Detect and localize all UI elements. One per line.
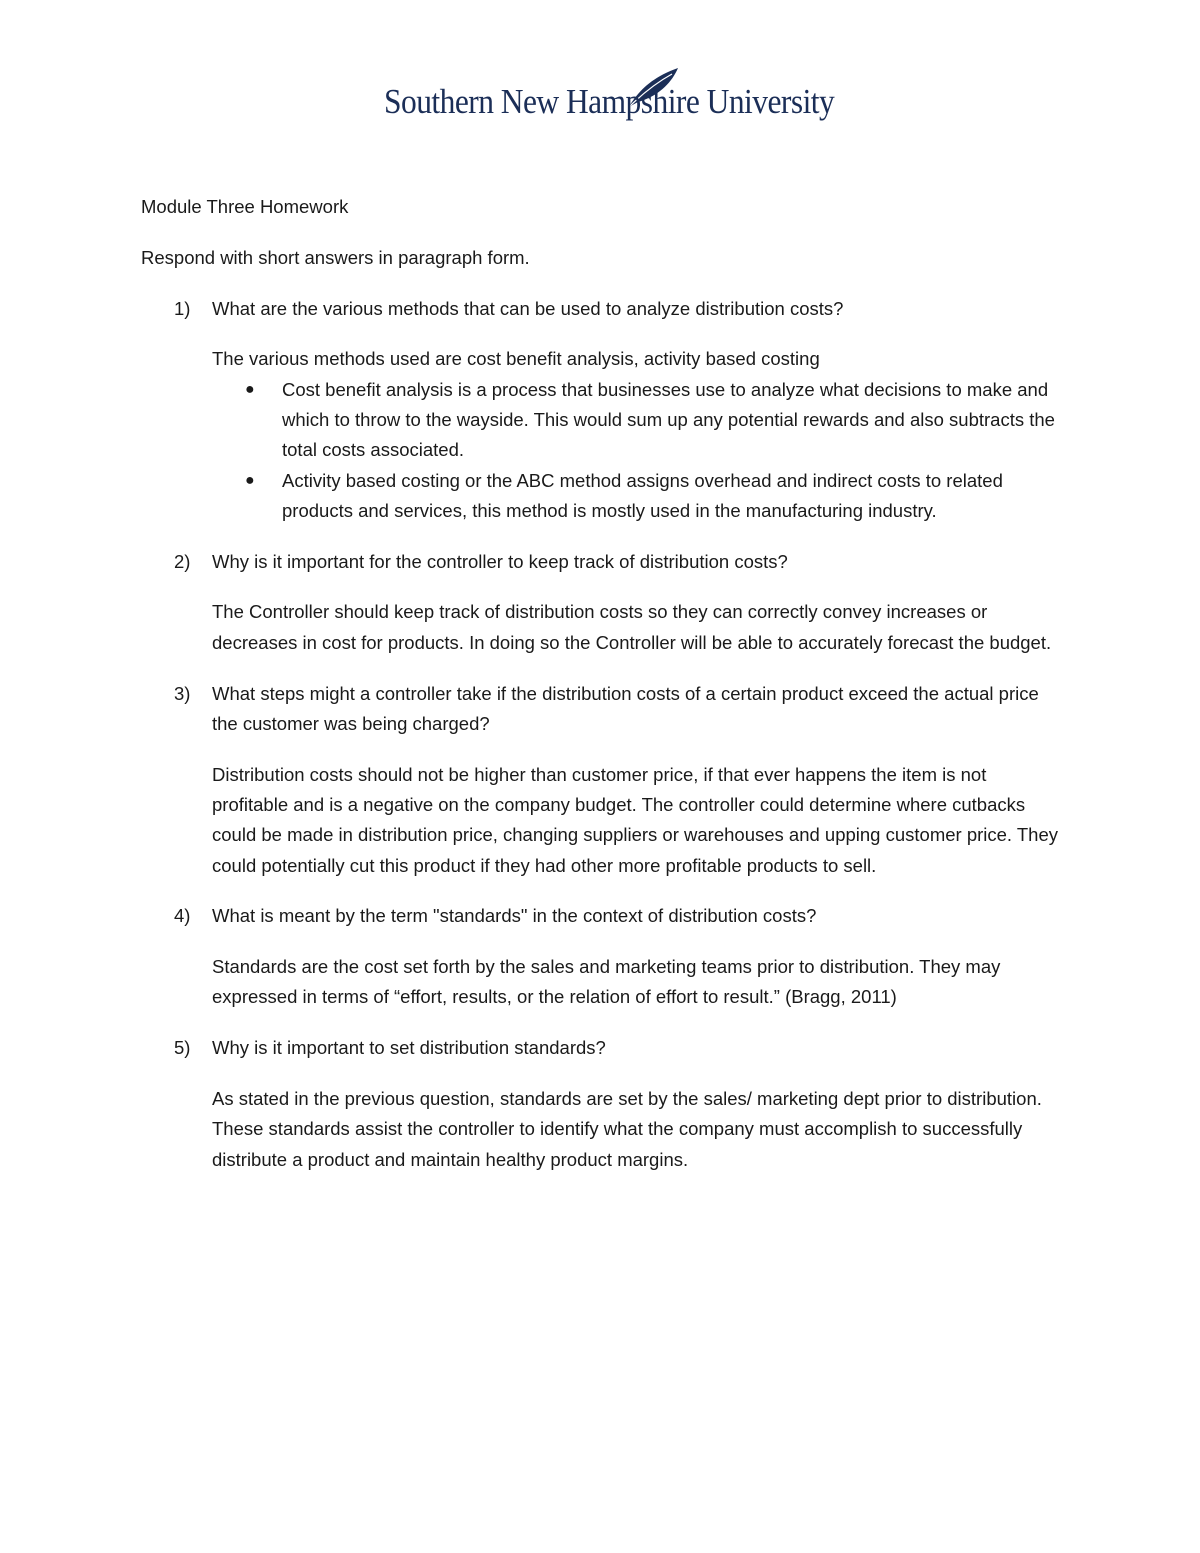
list-item bbox=[245, 466, 1061, 527]
bullet-icon: ● bbox=[245, 471, 255, 489]
question-2 bbox=[141, 547, 1061, 577]
question-text: Why is it important to set distribution standards? bbox=[212, 1037, 606, 1059]
logo-wordmark: Southern New Hampshire University bbox=[384, 82, 835, 121]
question-text: What are the various methods that can be used to analyze distribution costs? bbox=[212, 297, 844, 319]
question-number: 1) bbox=[174, 297, 191, 319]
answer-3: Distribution costs should not be higher than customer price, if that ever happens the item is not profitable and is a negative on the company budget. The controller could determine where cutbacks could be made in distribution price, changing suppliers or warehouses and upping customer price. They could potentially cut this product if they had other more profitable products to sell. bbox=[212, 763, 1059, 876]
question-3 bbox=[141, 679, 1061, 740]
bullet-text: Activity based costing or the ABC method assigns overhead and indirect costs to related products and services, this method is mostly used in the manufacturing industry. bbox=[282, 469, 1003, 521]
question-text: What steps might a controller take if the distribution costs of a certain product exceed the actual price the customer was being charged? bbox=[212, 682, 1039, 734]
question-number: 2) bbox=[174, 550, 191, 572]
question-number: 4) bbox=[174, 905, 191, 927]
university-logo bbox=[384, 66, 835, 138]
bullet-icon: ● bbox=[245, 380, 255, 398]
document-title: Module Three Homework bbox=[141, 196, 349, 217]
question-text: What is meant by the term "standards" in the context of distribution costs? bbox=[212, 905, 817, 927]
bullet-text: Cost benefit analysis is a process that businesses use to analyze what decisions to make and which to throw to the wayside. This would sum up any potential rewards and also subtracts the total costs associated. bbox=[282, 378, 1055, 461]
answer-1: The various methods used are cost benefit analysis, activity based costing bbox=[212, 348, 820, 370]
question-number: 5) bbox=[174, 1037, 191, 1059]
question-1 bbox=[141, 294, 1061, 324]
question-4 bbox=[141, 901, 1061, 931]
answer-4: Standards are the cost set forth by the sales and marketing teams prior to distribution. They may expressed in terms of “effort, results, or the relation of effort to result.” (Bragg, 2011) bbox=[212, 956, 1001, 1008]
document-body bbox=[141, 192, 1061, 1175]
answer-2: The Controller should keep track of distribution costs so they can correctly convey increases or decreases in cost for products. In doing so the Controller will be able to accurately forecast the budget. bbox=[212, 601, 1052, 653]
answer-5: As stated in the previous question, standards are set by the sales/ marketing dept prior to distribution. These standards assist the controller to identify what the company must accomplish to successfully distribute a product and maintain healthy product margins. bbox=[212, 1088, 1042, 1170]
question-number: 3) bbox=[174, 682, 191, 704]
question-5 bbox=[141, 1033, 1061, 1063]
answer-1-bullet-list bbox=[141, 375, 1061, 526]
question-text: Why is it important for the controller to keep track of distribution costs? bbox=[212, 550, 788, 572]
instructions: Respond with short answers in paragraph form. bbox=[141, 246, 530, 268]
list-item bbox=[245, 375, 1061, 466]
